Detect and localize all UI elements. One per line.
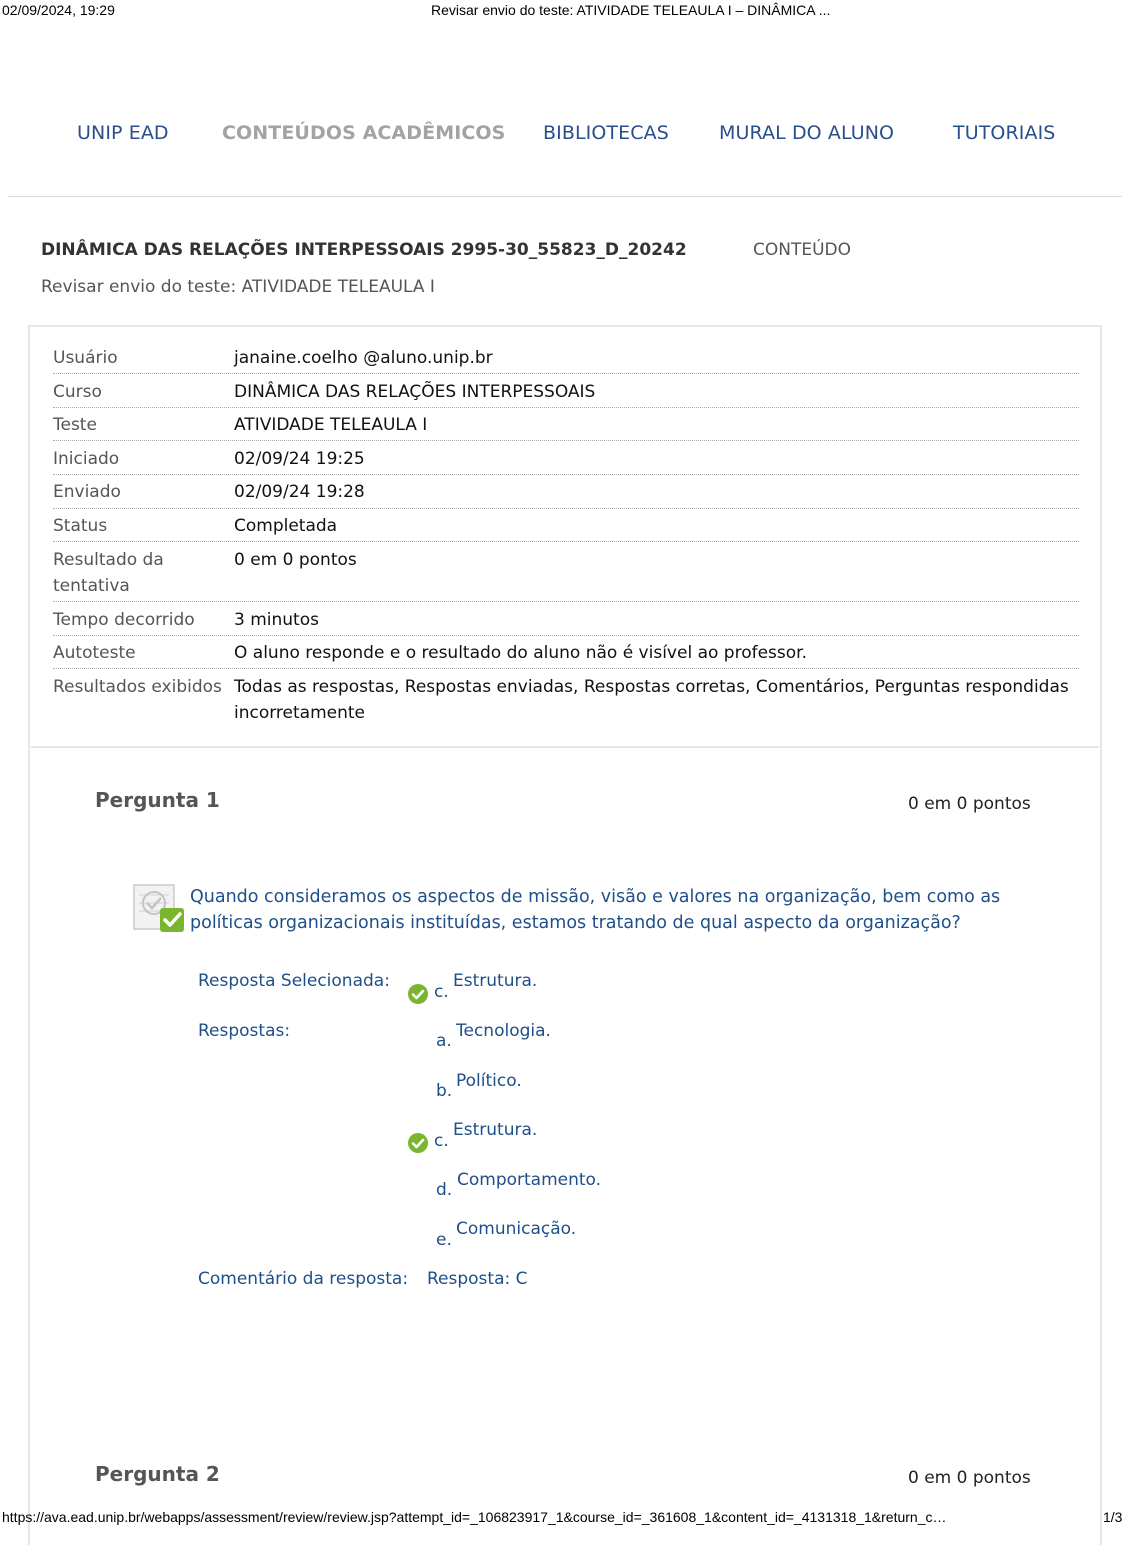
info-value: 0 em 0 pontos (234, 550, 357, 570)
answer-text: Comportamento. (457, 1170, 602, 1190)
comment-text: Resposta: C (427, 1269, 528, 1289)
info-value: ATIVIDADE TELEAULA I (234, 415, 428, 435)
info-label: Resultado da tentativa (53, 550, 164, 596)
info-row-resultado (53, 547, 1079, 602)
check-icon (407, 1132, 429, 1154)
print-page-title: Revisar envio do teste: ATIVIDADE TELEAULA I – DINÂMICA ... (431, 2, 831, 18)
info-label: Status (53, 516, 108, 536)
info-row-usuario (53, 345, 1079, 374)
nav-unip-ead[interactable]: UNIP EAD (77, 122, 169, 144)
page-title: Revisar envio do teste: ATIVIDADE TELEAULA I (41, 277, 435, 297)
nav-conteudos-academicos[interactable]: CONTEÚDOS ACADÊMICOS (222, 122, 506, 144)
info-value: 3 minutos (234, 610, 319, 630)
info-row-resultados-exibidos (53, 674, 1079, 728)
selected-answer-letter: c. (434, 982, 449, 1002)
nav-mural-do-aluno[interactable]: MURAL DO ALUNO (719, 122, 895, 144)
answer-text: Comunicação. (456, 1219, 577, 1239)
check-icon (407, 983, 429, 1005)
info-label: Usuário (53, 348, 118, 368)
info-row-autoteste (53, 640, 1079, 669)
info-value: O aluno responde e o resultado do aluno não é visível ao professor. (234, 643, 807, 663)
question-title: Pergunta 1 (95, 788, 220, 812)
info-value: Todas as respostas, Respostas enviadas, Respostas corretas, Comentários, Perguntas respondidas incorretamente (234, 677, 1069, 723)
nav-tutoriais[interactable]: TUTORIAIS (953, 122, 1056, 144)
info-label: Curso (53, 382, 102, 402)
question-points: 0 em 0 pontos (908, 794, 1031, 814)
print-datetime: 02/09/2024, 19:29 (2, 2, 115, 18)
answer-letter: c. (434, 1131, 449, 1151)
info-value: 02/09/24 19:25 (234, 449, 365, 469)
selected-answer-label: Resposta Selecionada: (198, 971, 390, 991)
info-label: Resultados exibidos (53, 677, 222, 697)
info-value: DINÂMICA DAS RELAÇÕES INTERPESSOAIS (234, 382, 596, 402)
info-row-tempo (53, 607, 1079, 636)
info-row-enviado (53, 479, 1079, 509)
answer-letter: e. (436, 1230, 452, 1250)
answer-text: Político. (456, 1071, 522, 1091)
answers-label: Respostas: (198, 1021, 291, 1041)
answer-letter: b. (436, 1081, 453, 1101)
nav-bibliotecas[interactable]: BIBLIOTECAS (543, 122, 669, 144)
print-url: https://ava.ead.unip.br/webapps/assessment/review/review.jsp?attempt_id=_106823917_1&course_id=_361608_1&content_id=_4131318_1&return_c… (2, 1509, 947, 1525)
info-label: Enviado (53, 482, 121, 502)
question-text: Quando consideramos os aspectos de missão, visão e valores na organização, bem como as políticas organizacionais instituídas, estamos tratando de qual aspecto da organização? (190, 887, 1001, 933)
breadcrumb-section[interactable]: CONTEÚDO (753, 240, 852, 260)
info-label: Iniciado (53, 449, 120, 469)
info-value: 02/09/24 19:28 (234, 482, 365, 502)
info-row-status (53, 513, 1079, 542)
print-page-number: 1/3 (1103, 1509, 1123, 1525)
info-label: Autoteste (53, 643, 136, 663)
correct-answer-icon (133, 883, 187, 935)
info-row-curso (53, 379, 1079, 408)
comment-label: Comentário da resposta: (198, 1269, 409, 1289)
info-row-teste (53, 412, 1079, 441)
answer-text: Estrutura. (453, 1120, 538, 1140)
info-value: janaine.coelho @aluno.unip.br (234, 348, 493, 368)
answer-letter: d. (436, 1180, 453, 1200)
answer-letter: a. (436, 1031, 452, 1051)
info-label: Teste (53, 415, 97, 435)
info-value: Completada (234, 516, 338, 536)
question-points: 0 em 0 pontos (908, 1468, 1031, 1488)
selected-answer-text: Estrutura. (453, 971, 538, 991)
question-title: Pergunta 2 (95, 1462, 220, 1486)
info-label: Tempo decorrido (53, 610, 195, 630)
answer-text: Tecnologia. (456, 1021, 551, 1041)
info-row-iniciado (53, 446, 1079, 475)
nav-divider (8, 196, 1122, 197)
breadcrumb-course[interactable]: DINÂMICA DAS RELAÇÕES INTERPESSOAIS 2995-30_55823_D_20242 (41, 240, 687, 260)
